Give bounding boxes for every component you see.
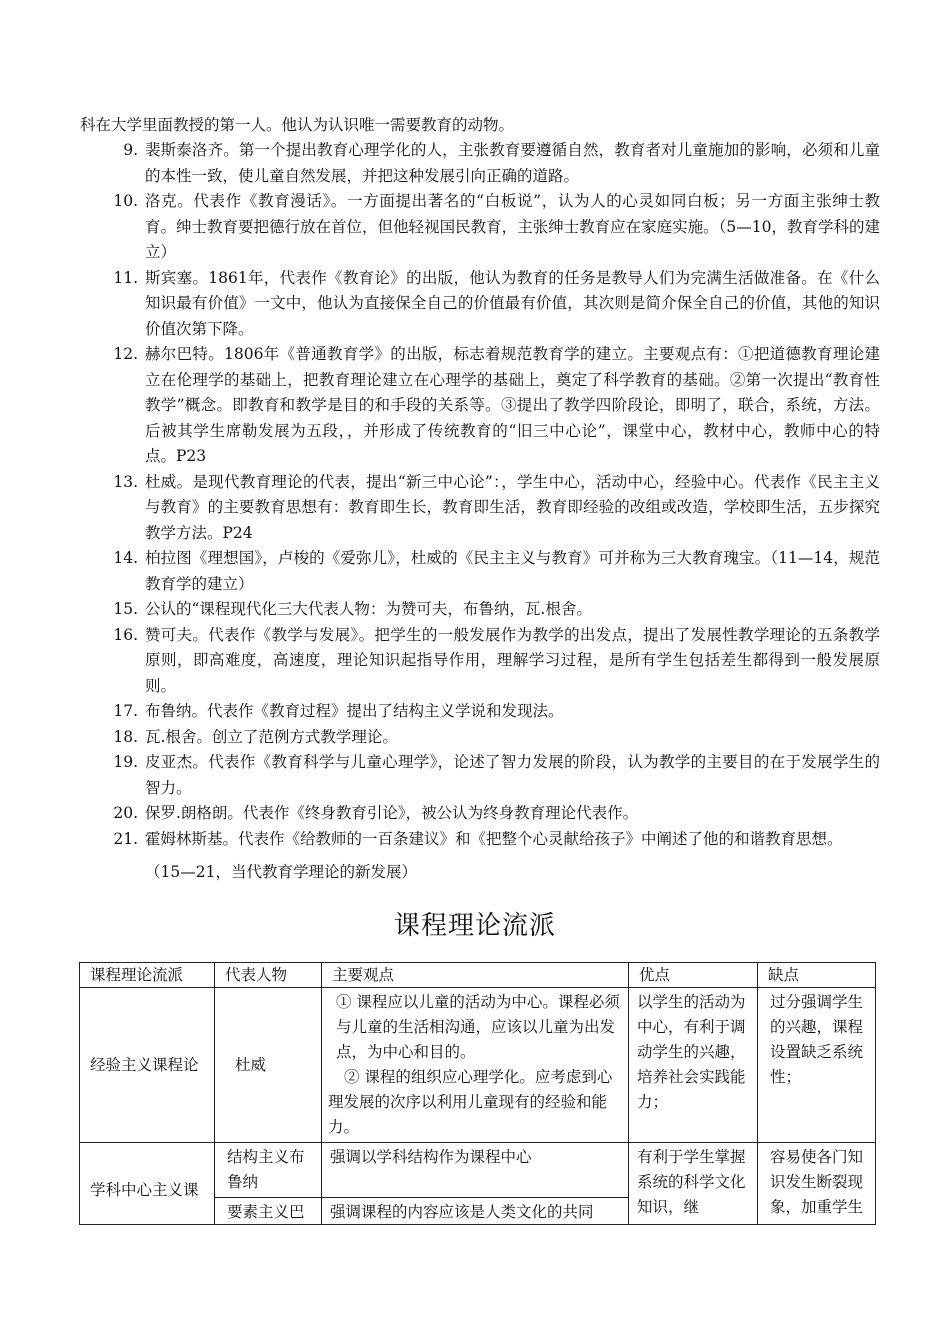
list-item-number: 21. — [113, 829, 138, 848]
continued-paragraph: 科在大学里面教授的第一人。他认为认识唯一需要教育的动物。 — [80, 116, 515, 134]
list-item-text: 布鲁纳。代表作《教育过程》提出了结构主义学说和发现法。 — [145, 702, 564, 720]
pros-cell: 以学生的活动为中心，有利于调动学生的兴趣，培养社会实践能力； — [629, 988, 758, 1143]
pros-text: 有利于学生掌握系统的科学文化知识，继 — [637, 1148, 746, 1216]
curriculum-theory-table — [79, 962, 876, 1225]
list-item-text: 皮亚杰。代表作《教育科学与儿童心理学》，论述了智力发展的阶段，认为教学的主要目的在于发展学生的智力。 — [145, 753, 880, 797]
view-cell — [322, 1198, 629, 1225]
educator-list — [80, 138, 880, 852]
section-title: 课程理论流派 — [393, 911, 556, 941]
list-item-text: 公认的“课程现代化三大代表人物：为赞可夫，布鲁纳，瓦.根舍。 — [145, 600, 592, 618]
view-cell — [322, 988, 629, 1143]
list-item-text: 杜威。是现代教育理论的代表，提出“新三中心论”：，学生中心，活动中心，经验中心。代表作《民主主义与教育》的主要教育思想有：教育即生长，教育即生活，教育即经验的改组或改造，学校即生活，五步探究教学方法。P24 — [145, 472, 880, 542]
list-item — [80, 342, 880, 470]
list-item-text: 柏拉图《理想国》，卢梭的《爱弥儿》，杜威的《民主主义与教育》可并称为三大教育瑰宝。（11—14，规范教育学的建立） — [145, 549, 880, 593]
list-item — [80, 266, 880, 343]
list-item-number: 9. — [123, 141, 138, 159]
person-cell — [215, 1198, 322, 1225]
list-item — [80, 827, 880, 853]
list-item — [80, 546, 880, 597]
list-item-number: 17. — [113, 702, 138, 720]
school-cell: 经验主义课程论 — [80, 988, 215, 1143]
list-item — [80, 597, 880, 623]
list-item-text: 洛克。代表作《教育漫话》。一方面提出著名的“白板说”，认为人的心灵如同白板；另一方面主张绅士教育。绅士教育要把德行放在首位，但他轻视国民教育，主张绅士教育应在家庭实施。（5—10，教育学科的建立） — [145, 192, 880, 261]
table-header-row — [80, 963, 876, 988]
list-item — [80, 801, 880, 827]
list-item — [80, 470, 880, 547]
view-cell: 强调以学科结构作为课程中心 — [322, 1143, 629, 1198]
table-row — [80, 988, 876, 1143]
table-header-cell: 课程理论流派 — [80, 963, 215, 988]
table-header-cell: 缺点 — [758, 963, 876, 988]
list-item-number: 20. — [113, 804, 138, 822]
list-item — [80, 725, 880, 751]
list-item — [80, 750, 880, 801]
list-item-text: 赫尔巴特。1806年《普通教育学》的出版，标志着规范教育学的建立。主要观点有：①把道德教育理论建立在伦理学的基础上，把教育理论建立在心理学的基础上，奠定了科学教育的基础。②第一次提出“教育性教学”概念。即教育和教学是目的和手段的关系等。③提出了教学四阶段论，即明了，联合，系统，方法。后被其学生席勒发展为五段，，并形成了传统教育的“旧三中心论”，课堂中心，教材中心，教师中心的特点。P23 — [145, 345, 880, 465]
table-header-cell: 代表人物 — [215, 963, 322, 988]
list-item-text: 斯宾塞。1861年，代表作《教育论》的出版，他认为教育的任务是教导人们为完满生活做准备。在《什么知识最有价值》一文中，他认为直接保全自己的价值最有价值，其次则是简介保全自己的价值，其他的知识价值次第下降。 — [145, 268, 880, 338]
list-item-text: 霍姆林斯基。代表作《给教师的一百条建议》和《把整个心灵献给孩子》中阐述了他的和谐教育思想。 — [145, 829, 843, 848]
list-item-number: 11. — [113, 268, 138, 287]
list-item — [80, 189, 880, 266]
list-item — [80, 699, 880, 725]
section-note: （15—21，当代教育学理论的新发展） — [145, 863, 417, 881]
list-item-number: 15. — [113, 600, 138, 618]
cons-text: 容易使各门知识发生断裂现象，加重学生 — [770, 1148, 864, 1216]
table-header-cell: 优点 — [629, 963, 758, 988]
person-cell: 杜威 — [215, 988, 322, 1143]
school-text: 学科中心主义课 — [90, 1180, 199, 1199]
cons-cell: 过分强调学生的兴趣，课程设置缺乏系统性； — [758, 988, 876, 1143]
cons-cell — [758, 1143, 876, 1225]
list-item-text: 保罗.朗格朗。代表作《终身教育引论》，被公认为终身教育理论代表作。 — [145, 804, 639, 822]
list-item-number: 12. — [113, 345, 138, 363]
list-item-number: 19. — [113, 753, 138, 771]
list-item-number: 14. — [113, 549, 138, 567]
pros-cell — [629, 1143, 758, 1225]
school-cell — [80, 1143, 215, 1225]
list-item-text: 裴斯泰洛齐。第一个提出教育心理学化的人，主张教育要遵循自然，教育者对儿童施加的影响，必须和儿童的本性一致，使儿童自然发展，并把这种发展引向正确的道路。 — [145, 141, 880, 185]
view-text: 强调课程的内容应该是人类文化的共同 — [330, 1203, 594, 1221]
list-item — [80, 623, 880, 700]
list-item-text: 赞可夫。代表作《教学与发展》。把学生的一般发展作为教学的出发点，提出了发展性教学理论的五条教学原则，即高难度，高速度，理论知识起指导作用，理解学习过程，是所有学生包括差生都得到一般发展原则。 — [145, 625, 880, 695]
table-header-cell: 主要观点 — [322, 963, 629, 988]
list-item-number: 10. — [113, 192, 138, 210]
list-item-number: 13. — [113, 472, 138, 491]
person-text: 要素主义巴 — [227, 1203, 305, 1221]
list-item — [80, 138, 880, 189]
list-item-number: 16. — [113, 625, 138, 644]
list-item-text: 瓦.根舍。创立了范例方式教学理论。 — [145, 727, 398, 746]
list-item-number: 18. — [113, 727, 138, 746]
view-point-2: ② 课程的组织应心理学化。应考虑到心理发展的次序以利用儿童现有的经验和能力。 — [328, 1068, 613, 1136]
table-row — [80, 1143, 876, 1198]
view-point-1: ① 课程应以儿童的活动为中心。课程必须与儿童的生活相沟通，应该以儿童为出发点，为中心和目的。 — [336, 993, 620, 1061]
person-cell: 结构主义布鲁纳 — [215, 1143, 322, 1198]
